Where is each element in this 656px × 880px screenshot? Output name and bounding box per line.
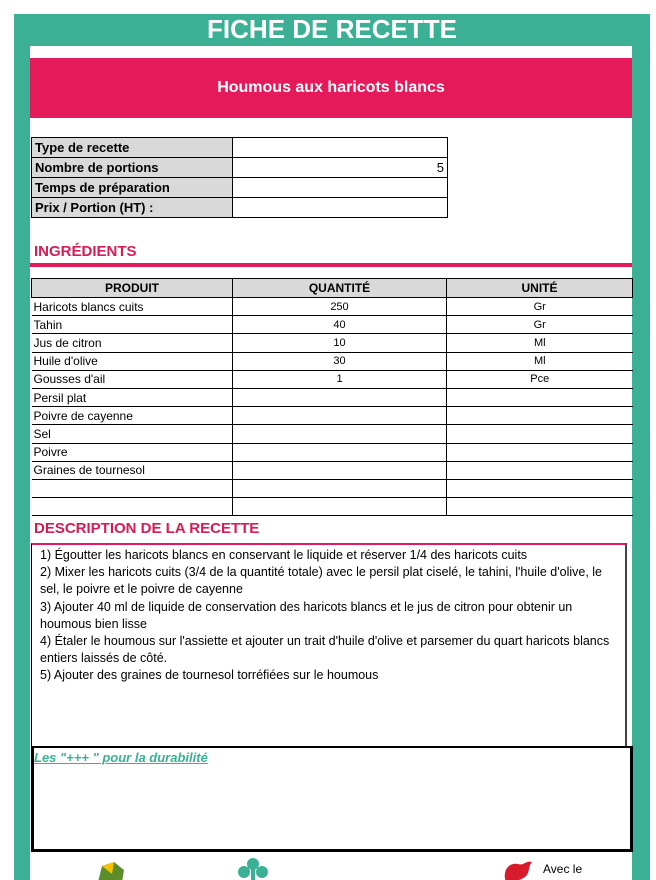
ingredient-row [32,498,633,516]
ingredient-product[interactable]: Gousses d'ail [32,370,233,388]
ingredient-row [32,407,633,425]
ingredient-quantity[interactable] [233,498,447,516]
ingredient-quantity[interactable] [233,443,447,461]
ingredient-product[interactable]: Jus de citron [32,334,233,352]
column-header-product: PRODUIT [32,279,233,298]
ingredient-quantity[interactable] [233,479,447,497]
footer-logo-text: Avec le [543,862,583,876]
ingredient-row [32,388,633,406]
description-text [40,547,620,685]
ingredient-product[interactable]: Poivre [32,443,233,461]
rooster-logo-icon [500,858,540,880]
description-step: 5) Ajouter des graines de tournesol torréfiées sur le houmous [40,668,379,683]
ingredient-quantity[interactable] [233,461,447,479]
info-value[interactable] [233,198,448,218]
ingredient-product[interactable]: Persil plat [32,388,233,406]
description-title: DESCRIPTION DE LA RECETTE [34,520,260,537]
info-value[interactable]: 5 [233,158,448,178]
ingredient-product[interactable]: Huile d'olive [32,352,233,370]
ingredient-row [32,298,633,316]
ingredient-quantity[interactable] [233,388,447,406]
ingredient-row [32,461,633,479]
description-step: 1) Égoutter les haricots blancs en conservant le liquide et réserver 1/4 des haricots cuits [40,548,528,562]
ingredient-unit[interactable] [447,388,633,406]
ingredient-row [32,425,633,443]
ingredient-quantity[interactable]: 1 [233,370,447,388]
ingredient-row [32,479,633,497]
info-row [32,158,448,178]
ingredient-unit[interactable]: Gr [447,316,633,334]
recipe-name-banner: Houmous aux haricots blancs [30,58,632,118]
ingredient-unit[interactable] [447,407,633,425]
ingredient-product[interactable]: Haricots blancs cuits [32,298,233,316]
leaf-logo-icon [96,862,126,880]
ingredient-product[interactable] [32,479,233,497]
ingredient-row [32,370,633,388]
column-header-unit: UNITÉ [447,279,633,298]
info-label: Type de recette [32,138,233,158]
ingredient-quantity[interactable] [233,425,447,443]
ingredient-product[interactable]: Tahin [32,316,233,334]
description-step: 4) Étaler le houmous sur l'assiette et ajouter un trait d'huile d'olive et parsemer du quart haricots blancs entiers laissés de côté. [40,634,610,666]
ingredient-unit[interactable] [447,461,633,479]
durability-title: Les "+++ " pour la durabilité [34,750,208,765]
ingredient-product[interactable]: Sel [32,425,233,443]
info-row [32,198,448,218]
ingredients-title: INGRÉDIENTS [34,243,137,260]
ingredient-row [32,316,633,334]
column-header-quantity: QUANTITÉ [233,279,447,298]
plant-logo-icon [236,856,270,880]
ingredient-quantity[interactable] [233,407,447,425]
ingredient-unit[interactable] [447,498,633,516]
ingredient-quantity[interactable]: 250 [233,298,447,316]
ingredient-quantity[interactable]: 40 [233,316,447,334]
info-label: Nombre de portions [32,158,233,178]
ingredient-unit[interactable]: Ml [447,352,633,370]
ingredients-table [31,278,633,516]
ingredient-unit[interactable] [447,425,633,443]
info-label: Prix / Portion (HT) : [32,198,233,218]
ingredients-rule [30,263,632,267]
ingredient-unit[interactable] [447,443,633,461]
ingredient-unit[interactable]: Gr [447,298,633,316]
ingredient-unit[interactable]: Ml [447,334,633,352]
description-step: 3) Ajouter 40 ml de liquide de conservation des haricots blancs et le jus de citron pour obtenir un houmous bien lisse [40,599,573,631]
ingredient-product[interactable] [32,498,233,516]
ingredient-quantity[interactable]: 10 [233,334,447,352]
ingredient-unit[interactable]: Pce [447,370,633,388]
info-row [32,178,448,198]
ingredient-unit[interactable] [447,479,633,497]
info-value[interactable] [233,138,448,158]
description-step: 2) Mixer les haricots cuits (3/4 de la quantité totale) avec le persil plat ciselé, le tahini, l'huile d'olive, le sel, le poivre et le poivre de cayenne [40,565,602,597]
ingredient-row [32,334,633,352]
page-title: FICHE DE RECETTE [207,14,457,44]
recipe-info-table [31,137,448,218]
info-row [32,138,448,158]
info-value[interactable] [233,178,448,198]
ingredient-quantity[interactable]: 30 [233,352,447,370]
info-label: Temps de préparation [32,178,233,198]
ingredient-row [32,352,633,370]
ingredients-header-row [32,279,633,298]
ingredient-product[interactable]: Poivre de cayenne [32,407,233,425]
ingredient-row [32,443,633,461]
ingredient-product[interactable]: Graines de tournesol [32,461,233,479]
